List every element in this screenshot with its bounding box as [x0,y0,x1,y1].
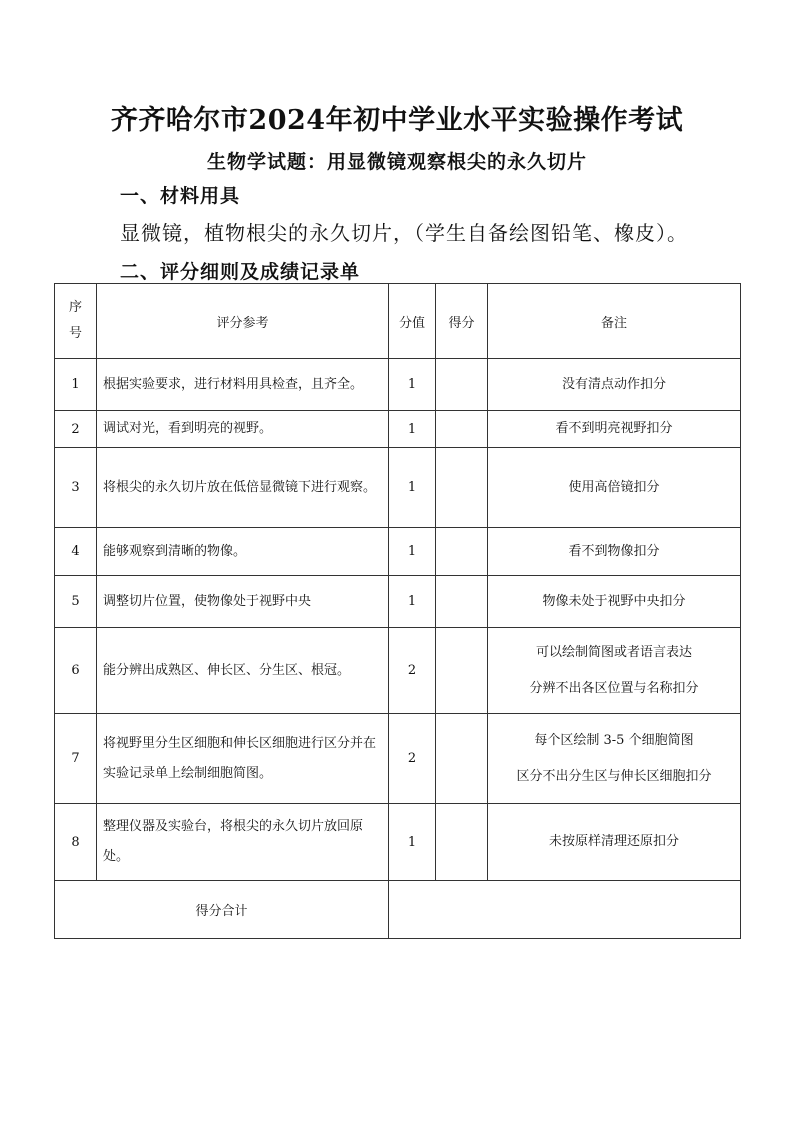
header-seq-line1: 序 [68,300,82,315]
row-seq: 5 [55,576,97,628]
row-notes [488,359,741,411]
header-seq-line2: 号 [68,326,82,341]
table-row [55,528,741,576]
note-line: 看不到物像扣分 [568,543,660,559]
row-notes [488,528,741,576]
table-row [55,804,741,881]
note-line: 分辨不出各区位置与名称扣分 [529,680,699,696]
section-scoring-heading: 二、评分细则及成绩记录单 [120,261,361,283]
total-label: 得分合计 [55,881,389,939]
row-points: 1 [389,528,436,576]
row-reference: 调整切片位置，使物像处于视野中央 [97,576,389,628]
row-reference: 调试对光，看到明亮的视野。 [97,411,389,448]
row-score-cell[interactable] [436,359,488,411]
row-seq: 2 [55,411,97,448]
row-points: 2 [389,628,436,714]
note-line: 每个区绘制 3-5 个细胞简图 [534,732,694,748]
header-score: 得分 [436,284,488,359]
row-points: 1 [389,448,436,528]
row-notes [488,576,741,628]
row-points: 1 [389,411,436,448]
row-points: 2 [389,714,436,804]
note-line: 没有清点动作扣分 [561,376,666,392]
row-seq: 3 [55,448,97,528]
row-reference: 将根尖的永久切片放在低倍显微镜下进行观察。 [97,448,389,528]
row-points: 1 [389,804,436,881]
row-points: 1 [389,359,436,411]
table-row [55,714,741,804]
note-line: 看不到明亮视野扣分 [555,421,673,436]
row-score-cell[interactable] [436,804,488,881]
table-row [55,628,741,714]
row-notes [488,628,741,714]
total-score-cell[interactable] [389,881,741,939]
row-seq: 6 [55,628,97,714]
row-reference: 能够观察到清晰的物像。 [97,528,389,576]
row-seq: 1 [55,359,97,411]
row-notes [488,714,741,804]
row-score-cell[interactable] [436,714,488,804]
scoring-table [54,283,741,939]
row-score-cell[interactable] [436,411,488,448]
note-line: 未按原样清理还原扣分 [548,834,679,849]
page-title: 齐齐哈尔市2024年初中学业水平实验操作考试 [110,105,684,136]
total-row [55,881,741,939]
header-reference: 评分参考 [97,284,389,359]
row-score-cell[interactable] [436,576,488,628]
row-notes [488,448,741,528]
materials-text: 显微镜，植物根尖的永久切片，（学生自备绘图铅笔、橡皮）。 [120,221,688,245]
row-seq: 4 [55,528,97,576]
row-reference: 整理仪器及实验台，将根尖的永久切片放回原处。 [97,804,389,881]
row-reference: 根据实验要求，进行材料用具检查，且齐全。 [97,359,389,411]
row-seq: 8 [55,804,97,881]
row-score-cell[interactable] [436,528,488,576]
table-header-row [55,284,741,359]
header-seq [55,284,97,359]
note-line: 区分不出分生区与伸长区细胞扣分 [516,768,712,784]
page-subtitle: 生物学试题：用显微镜观察根尖的永久切片 [206,151,587,173]
note-line: 物像未处于视野中央扣分 [542,593,686,609]
row-seq: 7 [55,714,97,804]
row-score-cell[interactable] [436,448,488,528]
table-row [55,359,741,411]
header-points: 分值 [389,284,436,359]
row-points: 1 [389,576,436,628]
row-score-cell[interactable] [436,628,488,714]
header-notes: 备注 [488,284,741,359]
note-line: 使用高倍镜扣分 [568,479,660,495]
section-materials-heading: 一、材料用具 [120,185,241,207]
row-reference: 能分辨出成熟区、伸长区、分生区、根冠。 [97,628,389,714]
table-row [55,576,741,628]
row-notes [488,411,741,448]
table-row [55,411,741,448]
note-line: 可以绘制简图或者语言表达 [535,644,692,660]
row-notes [488,804,741,881]
row-reference: 将视野里分生区细胞和伸长区细胞进行区分并在实验记录单上绘制细胞简图。 [97,714,389,804]
table-row [55,448,741,528]
